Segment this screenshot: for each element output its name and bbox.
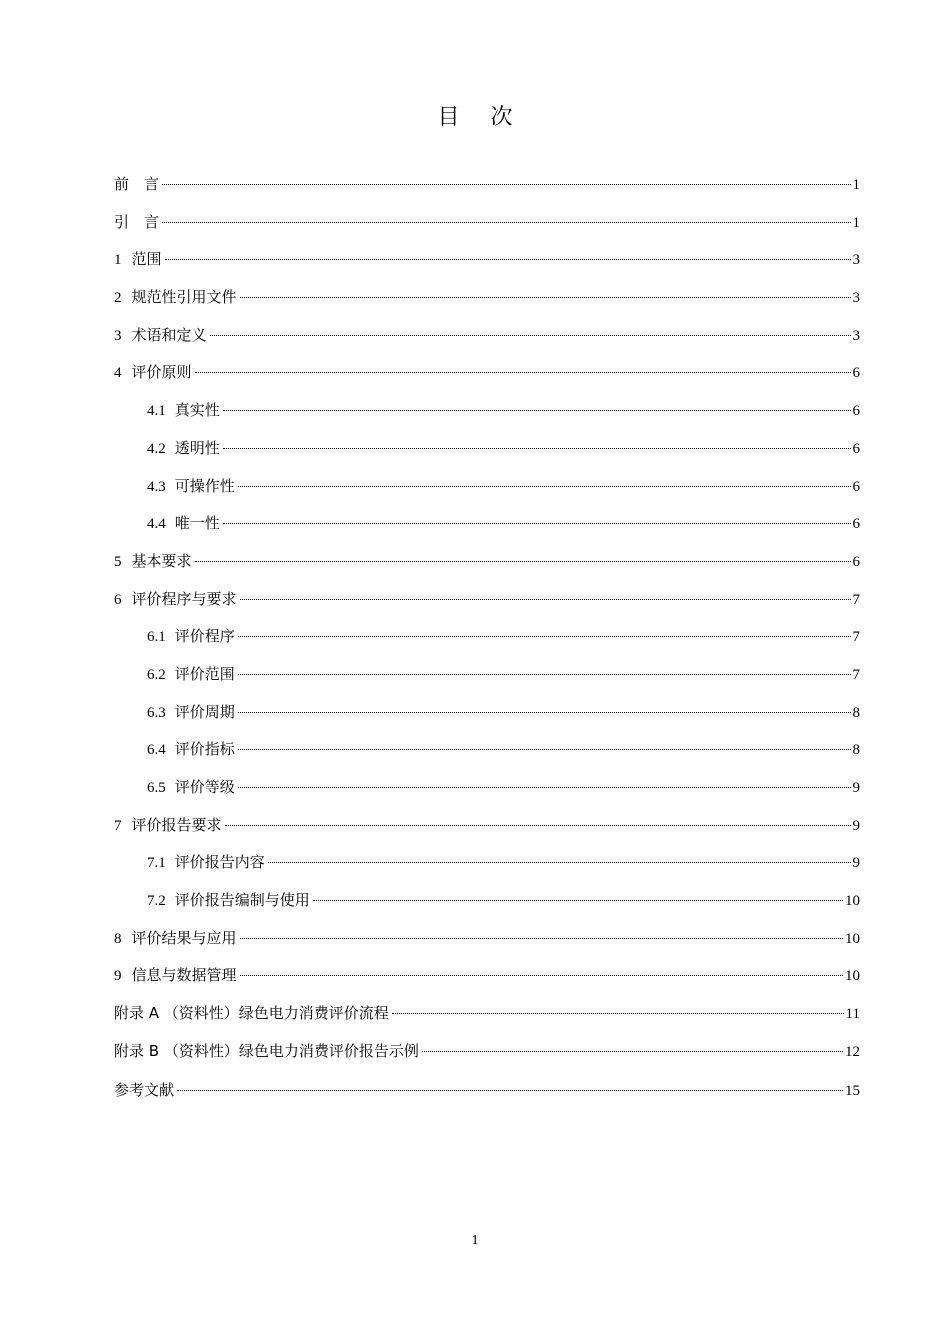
page-title: 目 次 [437, 105, 525, 130]
toc-entry-page: 6 [852, 440, 860, 457]
toc-entry-number: 5 [114, 553, 122, 570]
toc-entry-page: 10 [845, 930, 860, 947]
toc-leader-dots [225, 825, 851, 826]
toc-entry-number: 7.2 [147, 893, 166, 910]
toc-entry[interactable] [114, 813, 860, 851]
toc-entry-page: 9 [852, 855, 860, 872]
toc-entry-number: 3 [114, 327, 122, 344]
toc-entry-label: 前 言 [114, 175, 160, 193]
page-number: 1 [471, 1233, 479, 1248]
toc-leader-dots [162, 222, 850, 223]
toc-entry-label: 真实性 [174, 401, 220, 420]
toc-leader-dots [240, 599, 851, 600]
toc-leader-dots [177, 1090, 843, 1091]
toc-entry-page: 7 [852, 591, 860, 608]
toc-leader-dots [210, 335, 851, 336]
toc-entry-number: 4 [114, 365, 122, 382]
toc-entry-label: 评价程序 [174, 627, 235, 646]
toc-entry-number: 6.1 [147, 629, 166, 646]
toc-entry-number: 4.3 [147, 478, 166, 495]
toc-leader-dots [238, 486, 851, 487]
toc-entry-label: 评价报告内容 [174, 853, 265, 872]
toc-leader-dots [238, 712, 851, 713]
toc-entry-page: 8 [852, 704, 860, 721]
toc-entry-page: 8 [852, 742, 860, 759]
toc-entry-number: 2 [114, 290, 122, 307]
toc-leader-dots [313, 900, 843, 901]
toc-entry-page: 1 [852, 214, 860, 231]
toc-entry[interactable] [114, 926, 860, 964]
toc-entry-number: 6.4 [147, 742, 166, 759]
toc-entry-number: 1 [114, 252, 122, 269]
toc-entry-label: 引 言 [114, 212, 160, 231]
toc-entry-number: 6 [114, 591, 122, 608]
toc-entry-number: 7 [114, 817, 122, 834]
toc-leader-dots [392, 1013, 844, 1014]
toc-entry-page: 7 [852, 666, 860, 683]
toc-entry[interactable] [114, 1039, 860, 1077]
toc-entry[interactable] [114, 323, 860, 361]
toc-leader-dots [223, 523, 851, 524]
toc-entry[interactable] [114, 888, 860, 926]
toc-entry-page: 6 [852, 553, 860, 570]
toc-entry-label: 术语和定义 [131, 325, 207, 344]
toc-entry-page: 7 [852, 629, 860, 646]
toc-leader-dots [162, 184, 850, 185]
toc-entry-label: 评价报告编制与使用 [174, 891, 310, 910]
toc-entry-label: 基本要求 [131, 551, 192, 570]
toc-entry-label: 信息与数据管理 [131, 966, 237, 985]
toc-entry-label: 规范性引用文件 [131, 288, 237, 307]
toc-leader-dots [268, 862, 851, 863]
toc-entry[interactable] [114, 247, 860, 285]
toc-entry-page: 1 [852, 177, 860, 193]
toc-entry-label: 参考文献 [114, 1080, 175, 1099]
toc-entry[interactable] [114, 398, 860, 436]
toc-entry-number: 6.5 [147, 780, 166, 796]
toc-entry-page: 6 [852, 365, 860, 382]
toc-entry-page: 12 [845, 1043, 860, 1060]
toc-entry-label: 评价程序与要求 [131, 589, 237, 608]
toc-entry-page: 3 [852, 252, 860, 269]
toc-entry[interactable] [114, 700, 860, 738]
toc-entry-number: 9 [114, 968, 122, 985]
toc-entry-label: 范围 [131, 250, 162, 269]
toc-entry-page: 6 [852, 516, 860, 533]
toc-entry-label: 评价周期 [174, 702, 235, 721]
toc-entry-page: 6 [852, 403, 860, 420]
toc-entry[interactable] [114, 436, 860, 474]
toc-entry-page: 11 [845, 1006, 860, 1023]
toc-entry[interactable] [114, 285, 860, 323]
toc-entry-label: 可操作性 [174, 476, 235, 495]
toc-entry-label: 评价范围 [174, 664, 235, 683]
toc-entry-number: 6.2 [147, 666, 166, 683]
toc-entry-label: 评价结果与应用 [131, 928, 237, 947]
toc-entry[interactable] [114, 549, 860, 587]
toc-entry-page: 10 [845, 893, 860, 910]
toc-entry-number: 7.1 [147, 855, 166, 872]
toc-entry-number: 6.3 [147, 704, 166, 721]
toc-entry-page: 6 [852, 478, 860, 495]
toc-entry[interactable] [114, 1078, 860, 1116]
toc-entry[interactable] [114, 474, 860, 512]
toc-leader-dots [238, 636, 851, 637]
toc-entry-label: 唯一性 [174, 514, 220, 533]
toc-entry[interactable] [114, 775, 860, 813]
toc-entry-label: 评价原则 [131, 363, 192, 382]
toc-entry[interactable] [114, 963, 860, 1001]
toc-entry-number: 4.4 [147, 516, 166, 533]
toc-entry-page: 3 [852, 327, 860, 344]
toc-entry[interactable] [114, 360, 860, 398]
toc-leader-dots [422, 1051, 843, 1052]
toc-entry-label: 透明性 [174, 438, 220, 457]
toc-entry[interactable] [114, 624, 860, 662]
table-of-contents [114, 172, 860, 1115]
toc-leader-dots [195, 372, 851, 373]
toc-entry-number: 4.1 [147, 403, 166, 420]
toc-leader-dots [223, 410, 851, 411]
toc-entry[interactable] [114, 737, 860, 775]
toc-entry[interactable] [114, 511, 860, 549]
toc-leader-dots [238, 787, 851, 788]
toc-entry-page: 15 [845, 1082, 860, 1099]
toc-entry[interactable] [114, 587, 860, 625]
toc-entry-page: 9 [852, 817, 860, 834]
toc-entry-label: 评价等级 [174, 778, 235, 796]
toc-entry-label: 附录 B （资料性）绿色电力消费评价报告示例 [114, 1041, 419, 1060]
toc-entry-label: 评价报告要求 [131, 815, 222, 834]
toc-leader-dots [240, 975, 843, 976]
toc-entry[interactable] [114, 850, 860, 888]
toc-entry-page: 9 [852, 780, 860, 796]
toc-entry-number: 8 [114, 930, 122, 947]
toc-leader-dots [165, 259, 851, 260]
toc-entry-page: 10 [845, 968, 860, 985]
toc-leader-dots [238, 749, 851, 750]
toc-entry-page: 3 [852, 290, 860, 307]
toc-leader-dots [195, 561, 851, 562]
toc-leader-dots [240, 297, 851, 298]
toc-entry[interactable] [114, 662, 860, 700]
toc-entry[interactable] [114, 210, 860, 248]
toc-leader-dots [240, 938, 843, 939]
toc-entry-label: 评价指标 [174, 740, 235, 759]
toc-leader-dots [238, 674, 851, 675]
toc-entry[interactable] [114, 172, 860, 210]
toc-leader-dots [223, 448, 851, 449]
toc-entry[interactable] [114, 1001, 860, 1039]
toc-entry-number: 4.2 [147, 440, 166, 457]
toc-entry-label: 附录 A （资料性）绿色电力消费评价流程 [114, 1004, 389, 1023]
